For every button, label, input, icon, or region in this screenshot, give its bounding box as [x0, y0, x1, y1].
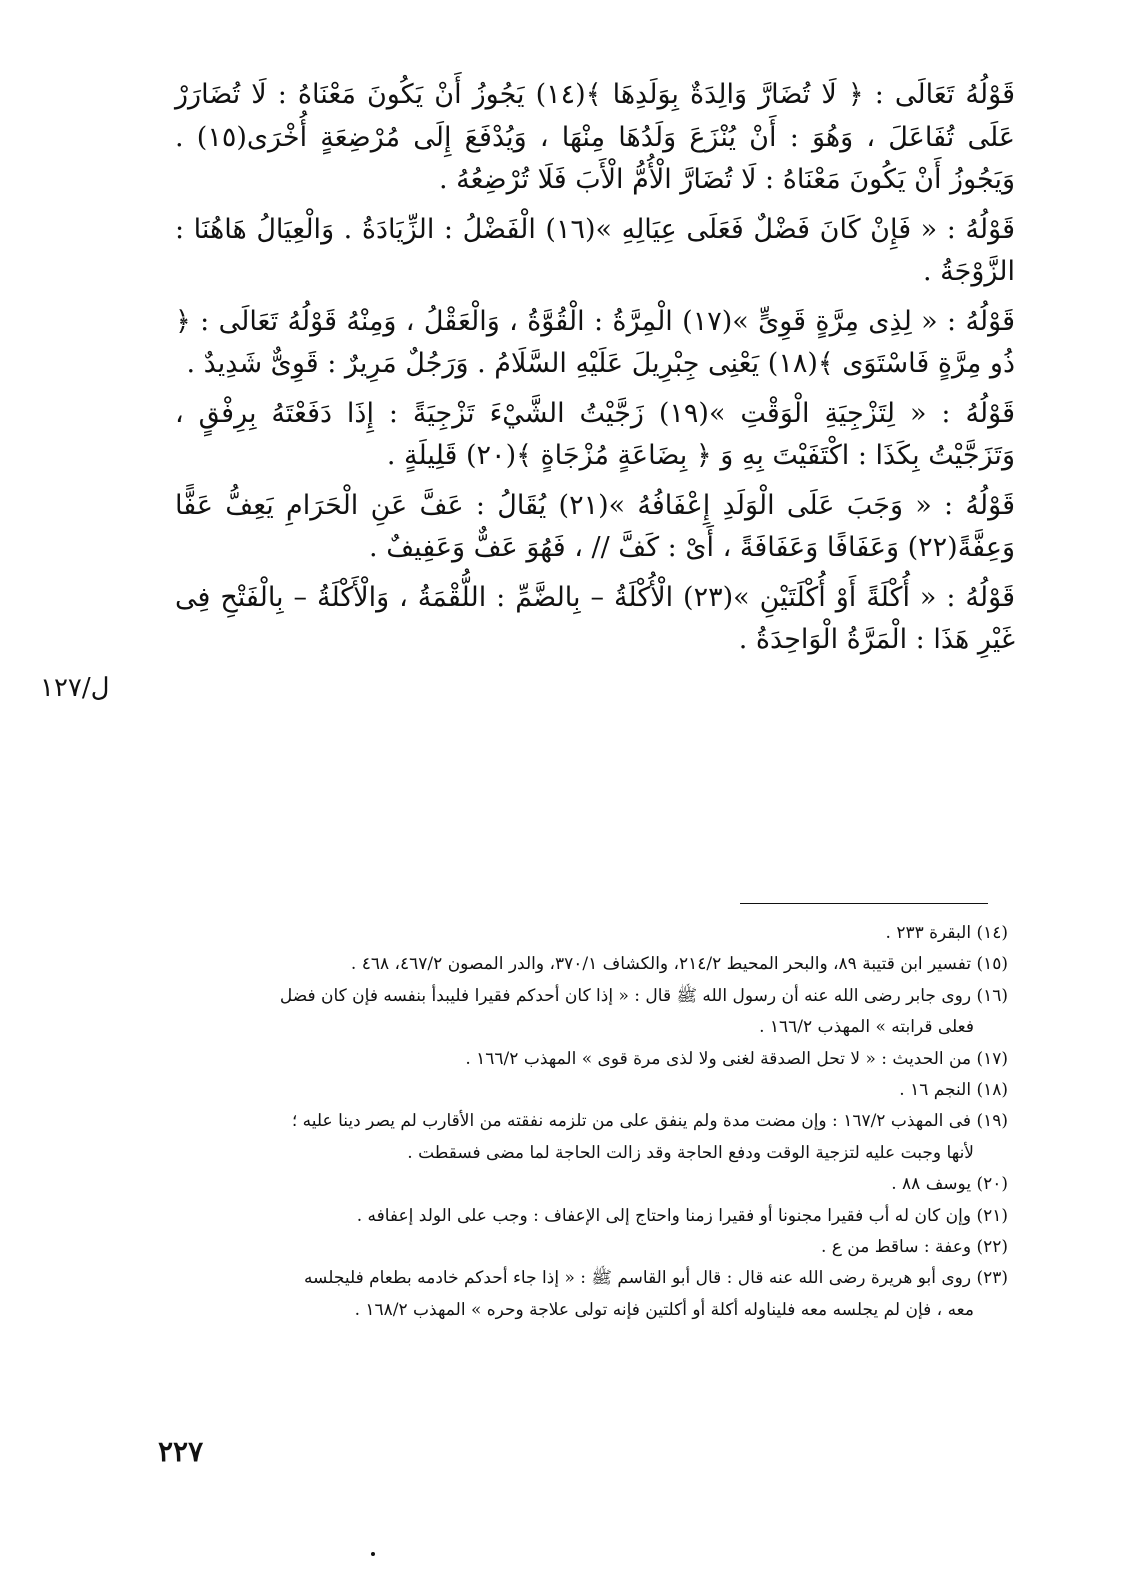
footnote: (١٥) تفسير ابن قتيبة ٨٩، والبحر المحيط ٢١٤/٢، والكشاف ٣٧٠/١، والدر المصون ٤٦٧/٢، ٤٦٨ .: [350, 954, 1008, 975]
footnote-divider: [740, 903, 988, 904]
footnote-continuation: معه ، فإن لم يجلسه معه فليناوله أكلة أو أكلتين فإنه تولى علاجة وحره » المهذب ١٦٨/٢ .: [354, 1299, 974, 1320]
paragraph: قَوْلُهُ : « لِتَزْجِيَةِ الْوَقْتِ »(١٩) زَجَّيْتُ الشَّيْءَ تَزْجِيَةً : إِذَا دَفَعْتَهُ بِرِفْقٍ ، وَتَزَجَّيْتُ بِكَذَا : اكْتَفَيْتَ بِهِ وَ ﴿ بِضَاعَةٍ مُزْجَاةٍ ﴾(٢٠) قَلِيلَةٍ .: [175, 397, 1016, 471]
paragraph: قَوْلُهُ : « لِذِى مِرَّةٍ قَوِىٍّ »(١٧) الْمِرَّةُ : الْقُوَّةُ ، وَالْعَقْلُ ، وَمِنْهُ قَوْلُهُ تَعَالَى : ﴿ ذُو مِرَّةٍ فَاسْتَوَى ﴾(١٨) يَعْنِى جِبْرِيلَ عَلَيْهِ السَّلَامُ . وَرَجُلٌ مَرِيرٌ : قَوِىٌّ شَدِيدٌ .: [175, 305, 1016, 379]
footnote: (٢٠) يوسف ٨٨ .: [891, 1174, 1008, 1195]
footnote: (٢٢) وعفة : ساقط من ع .: [820, 1237, 1008, 1258]
footnote: (١٩) فى المهذب ١٦٧/٢ : وإن مضت مدة ولم ينفق على من تلزمه نفقته من الأقارب لم يصر دينا عليه ؛: [291, 1111, 1008, 1132]
paragraph: قَوْلُهُ تَعَالَى : ﴿ لَا تُضَارَّ وَالِدَةٌ بِوَلَدِهَا ﴾(١٤) يَجُوزُ أَنْ يَكُونَ مَعْنَاهُ : لَا تُضَارَرْ عَلَى تُفَاعَلَ ، وَهُوَ : أَنْ يُنْزَعَ وَلَدُهَا مِنْهَا ، وَيُدْفَعَ إِلَى مُرْضِعَةٍ أُخْرَى(١٥) . وَيَجُوزُ أَنْ يَكُونَ مَعْنَاهُ : لَا تُضَارَّ الْأُمُّ الْأَبَ فَلَا تُرْضِعُهُ .: [175, 79, 1016, 195]
footnote: (١٦) روى جابر رضى الله عنه أن رسول الله ﷺ قال : « إذا كان أحدكم فقيرا فليبدأ بنفسه فإن كان فضل: [279, 985, 1008, 1006]
footnote-continuation: فعلى قرابته » المهذب ١٦٦/٢ .: [759, 1017, 974, 1038]
main-text: [175, 74, 1015, 669]
footnote-continuation: لأنها وجبت عليه لتزجية الوقت ودفع الحاجة وقد زالت الحاجة لما مضى فسقطت .: [407, 1142, 974, 1163]
footnote: (١٧) من الحديث : « لا تحل الصدقة لغنى ولا لذى مرة قوى » المهذب ١٦٦/٢ .: [465, 1048, 1008, 1069]
footnote: (٢١) وإن كان له أب فقيرا مجنونا أو فقيرا زمنا واحتاج إلى الإعفاف : وجب على الولد إعفافه .: [356, 1205, 1008, 1226]
paragraph: قَوْلُهُ : « وَجَبَ عَلَى الْوَلَدِ إِعْفَافُهُ »(٢١) يُقَالُ : عَفَّ عَنِ الْحَرَامِ يَعِفُّ عَفًّا وَعِفَّةً(٢٢) وَعَفَافًا وَعَفَافَةً ، أَىْ : كَفَّ // ، فَهُوَ عَفٌّ وَعَفِيفٌ .: [175, 489, 1015, 563]
footnotes: [170, 918, 1008, 1326]
scan-speck: [371, 1552, 375, 1556]
footnote: (١٨) النجم ١٦ .: [899, 1080, 1008, 1101]
footnote: (٢٣) روى أبو هريرة رضى الله عنه قال : قال أبو القاسم ﷺ : « إذا جاء أحدكم خادمه بطعام فليجلسه: [303, 1268, 1008, 1289]
paragraph: قَوْلُهُ : « أُكْلَةً أَوْ أُكْلَتَيْنِ »(٢٣) الْأُكْلَةُ – بِالضَّمِّ : اللُّقْمَةُ ، وَالْأَكْلَةُ – بِالْفَتْحِ فِى غَيْرِ هَذَا : الْمَرَّةُ الْوَاحِدَةُ .: [175, 581, 1015, 655]
page-number: ٢٢٧: [158, 1435, 204, 1468]
footnote: (١٤) البقرة ٢٣٣ .: [885, 923, 1008, 943]
paragraph: قَوْلُهُ : « فَإِنْ كَانَ فَضْلٌ فَعَلَى عِيَالِهِ »(١٦) الْفَضْلُ : الزِّيَادَةُ . وَالْعِيَالُ هَاهُنَا : الزَّوْجَةُ .: [175, 213, 1015, 287]
manuscript-folio-note: ل/١٢٧: [40, 673, 110, 703]
